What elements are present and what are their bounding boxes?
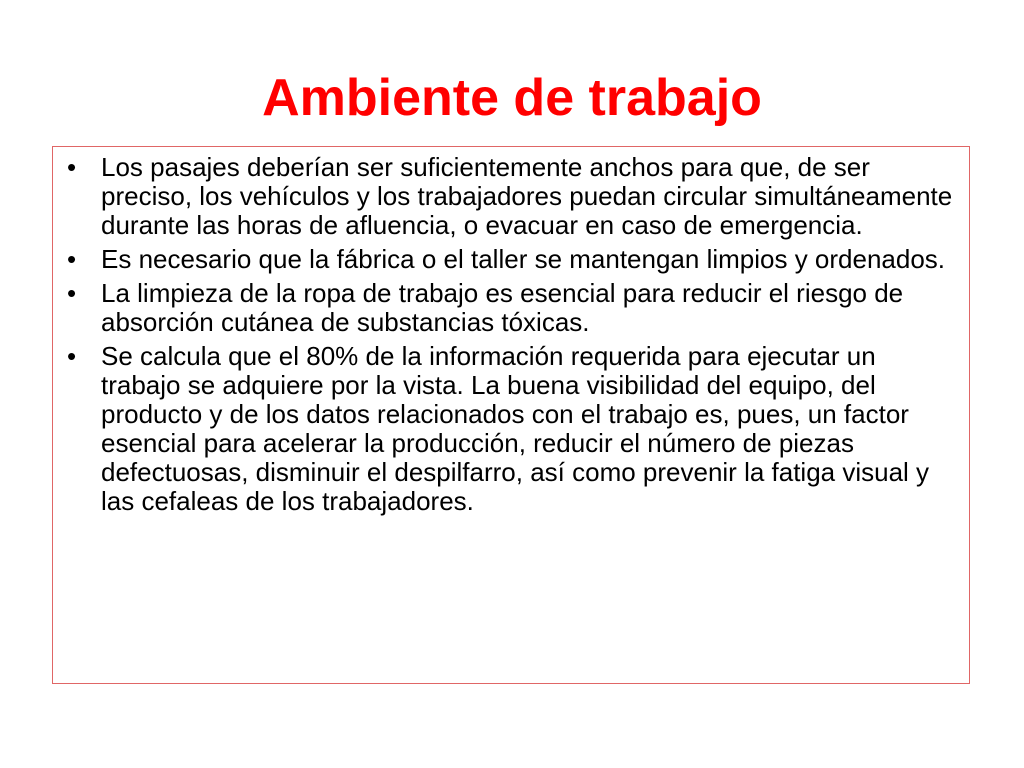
bullet-list [53, 147, 969, 516]
bullet-text: Se calcula que el 80% de la información requerida para ejecutar un trabajo se adquiere por la vista. La buena visibilidad del equipo, del producto y de los datos relacionados con el trabajo es, pues, un factor esencial para acelerar la producción, reducir el número de piezas defectuosas, disminuir el despilfarro, así como prevenir la fatiga visual y las cefaleas de los trabajadores. [101, 341, 930, 516]
bullet-item [53, 245, 957, 274]
bullet-icon: • [67, 278, 77, 308]
bullet-item [53, 279, 957, 337]
content-box [52, 146, 970, 684]
bullet-item [53, 153, 957, 240]
bullet-text: La limpieza de la ropa de trabajo es esencial para reducir el riesgo de absorción cutánea de substancias tóxicas. [101, 278, 904, 337]
bullet-item [53, 342, 957, 516]
bullet-text: Es necesario que la fábrica o el taller se mantengan limpios y ordenados. [101, 244, 946, 274]
bullet-text: Los pasajes deberían ser suficientemente anchos para que, de ser preciso, los vehículos y los trabajadores puedan circular simultáneamente durante las horas de afluencia, o evacuar en caso de emergencia. [101, 152, 953, 240]
slide-title: Ambiente de trabajo [262, 69, 762, 127]
bullet-icon: • [67, 152, 77, 182]
bullet-icon: • [67, 244, 77, 274]
bullet-icon: • [67, 341, 77, 371]
